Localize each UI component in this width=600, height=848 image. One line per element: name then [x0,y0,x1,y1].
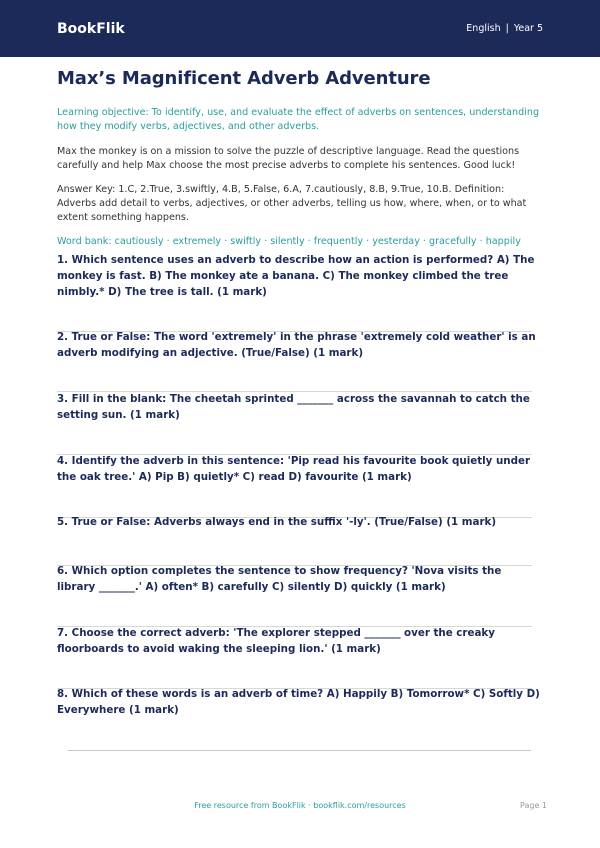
worksheet-intro [57,62,543,249]
question-4: 4. Identify the adverb in this sentence: 'Pip read his favourite book quietly under the oak tree.' A) Pip B) quietly* C) read D) favourite (1 mark) [57,455,531,483]
answer-key: Answer Key: 1.C, 2.True, 3.swiftly, 4.B, 5.False, 6.A, 7.cautiously, 8.B, 9.True, 10.B. Definition: Adverbs add detail to verbs, adjectives, or other adverbs, telling us how, where, when, or to what extent something happens. [57,184,527,223]
page-header [0,0,600,57]
subject-label: English [466,23,501,34]
footer-text[interactable]: Free resource from BookFlik · bookflik.com/resources [194,801,406,810]
question-5: 5. True or False: Adverbs always end in the suffix '-ly'. (True/False) (1 mark) [57,516,497,528]
brand-logo[interactable]: BookFlik [57,20,125,37]
question-7: 7. Choose the correct adverb: 'The explorer stepped _______ over the creaky floorboards to avoid waking the sleeping lion.' (1 mark) [57,627,495,655]
intro-text: Max the monkey is on a mission to solve the puzzle of descriptive language. Read the questions carefully and help Max choose the most precise adverbs to complete his sentences. Good luck! [57,146,520,171]
question-8: 8. Which of these words is an adverb of time? A) Happily B) Tomorrow* C) Softly D) Everywhere (1 mark) [57,688,540,716]
question-1: 1. Which sentence uses an adverb to describe how an action is performed? A) The monkey is fast. B) The monkey ate a banana. C) The monkey climbed the tree nimbly.* D) The tree is tall. (1 mark) [57,254,535,298]
separator: | [505,23,509,34]
word-bank: Word bank: cautiously · extremely · swiftly · silently · frequently · yesterday · gracefully · happily [57,236,521,247]
page-number: Page 1 [520,801,547,810]
bottom-divider [68,750,531,751]
page-title: Max’s Magnificent Adverb Adventure [57,68,431,89]
subject-year [466,23,543,34]
question-2: 2. True or False: The word 'extremely' in the phrase 'extremely cold weather' is an adverb modifying an adjective. (True/False) (1 mark) [57,331,536,359]
question-3: 3. Fill in the blank: The cheetah sprinted _______ across the savannah to catch the setting sun. (1 mark) [57,393,530,421]
year-label: Year 5 [513,23,543,34]
question-6: 6. Which option completes the sentence to show frequency? 'Nova visits the library _______.' A) often* B) carefully C) silently D) quickly (1 mark) [57,565,502,593]
learning-objective: Learning objective: To identify, use, and evaluate the effect of adverbs on sentences, understanding how they modify verbs, adjectives, and other adverbs. [57,107,540,132]
